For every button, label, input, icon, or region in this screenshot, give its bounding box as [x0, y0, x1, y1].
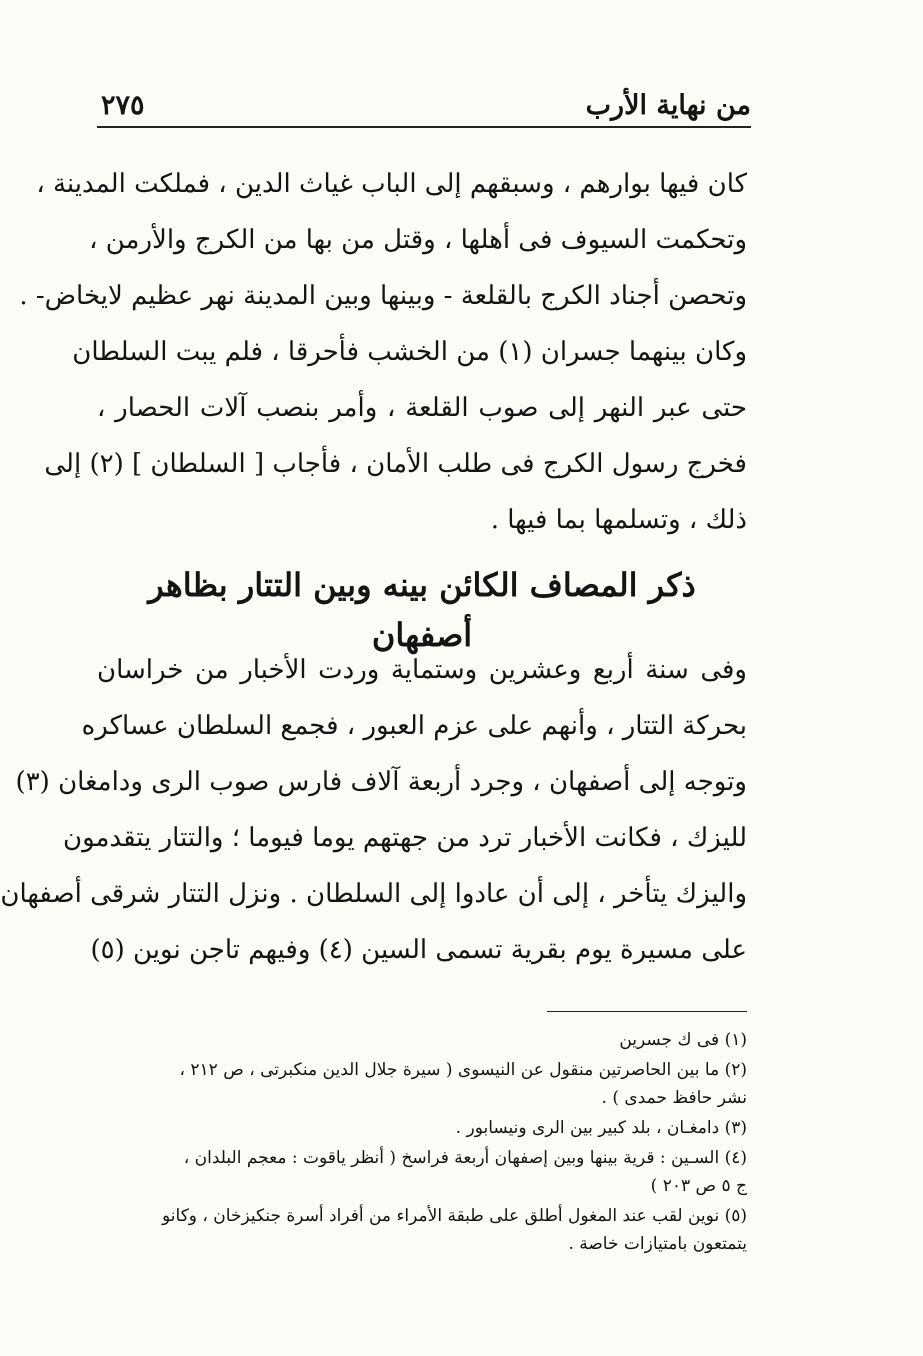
footnote-continuation: نشر حافظ حمدى ) .: [601, 1088, 747, 1108]
footnote-text: (٥) نوين لقب عند المغول أطلق على طبقة الأمراء من أفراد أسرة جنكيزخان ، وكانو: [162, 1206, 747, 1226]
footnote-divider: [547, 1011, 747, 1012]
text-line: وتوجه إلى أصفهان ، وجرد أربعة آلاف فارس صوب الرى ودامغان (٣): [15, 767, 747, 797]
paragraph-1: [19, 156, 747, 548]
paragraph-2: [0, 642, 747, 978]
text-line: ذلك ، وتسلمها بما فيها .: [490, 505, 747, 535]
page-header: [97, 86, 751, 128]
footnote: [97, 1202, 747, 1258]
footnote: [97, 1056, 747, 1112]
text-line: وتحكمت السيوف فى أهلها ، وقتل من بها من الكرج والأرمن ،: [89, 225, 747, 255]
text-line: وفى سنة أربع وعشرين وستماية وردت الأخبار من خراسان: [97, 655, 747, 685]
footnote-text: (٢) ما بين الحاصرتين منقول عن النيسوى ( سيرة جلال الدين منكبرتى ، ص ٢١٢ ،: [179, 1060, 747, 1080]
text-line: حتى عبر النهر إلى صوب القلعة ، وأمر بنصب آلات الحصار ،: [97, 393, 747, 423]
text-line: لليزك ، فكانت الأخبار ترد من جهتهم يوما فيوما ؛ والتتار يتقدمون: [63, 823, 747, 853]
footnote: [97, 1114, 747, 1142]
text-line: فخرج رسول الكرج فى طلب الأمان ، فأجاب [ السلطان ] (٢) إلى: [44, 449, 747, 479]
text-line: كان فيها بوارهم ، وسبقهم إلى الباب غياث الدين ، فملكت المدينة ،: [36, 169, 747, 199]
footnotes: [97, 1026, 747, 1260]
running-title: من نهاية الأرب: [585, 90, 751, 121]
text-line: واليزك يتأخر ، إلى أن عادوا إلى السلطان . ونزل التتار شرقى أصفهان: [0, 879, 747, 909]
text-line: بحركة التتار ، وأنهم على عزم العبور ، فجمع السلطان عساكره: [81, 711, 747, 741]
footnote: [97, 1144, 747, 1200]
text-line: وتحصن أجناد الكرج بالقلعة - وبينها وبين المدينة نهر عظيم لايخاض- .: [19, 281, 747, 311]
page-number: ٢٧٥: [101, 90, 145, 121]
footnote-continuation: ج ٥ ص ٢٠٣ ): [650, 1176, 747, 1196]
text-line: وكان بينهما جسران (١) من الخشب فأحرقا ، فلم يبت السلطان: [72, 337, 747, 367]
footnote-text: (٣) دامغـان ، بلد كبير بين الرى ونيسابور .: [455, 1118, 747, 1138]
footnote-text: (٤) السـين : قرية بينها وبين إصفهان أربعة فراسخ ( أنظر ياقوت : معجم البلدان ،: [183, 1148, 747, 1168]
footnote-text: (١) فى ك جسرين: [619, 1030, 747, 1050]
footnote: [97, 1026, 747, 1054]
footnote-continuation: يتمتعون بامتيازات خاصة .: [568, 1234, 747, 1254]
section-title: ذكر المصاف الكائن بينه وبين التتار بظاهر أصفهان: [148, 566, 696, 654]
text-line: على مسيرة يوم بقرية تسمى السين (٤) وفيهم تاجن نوين (٥): [90, 935, 747, 965]
